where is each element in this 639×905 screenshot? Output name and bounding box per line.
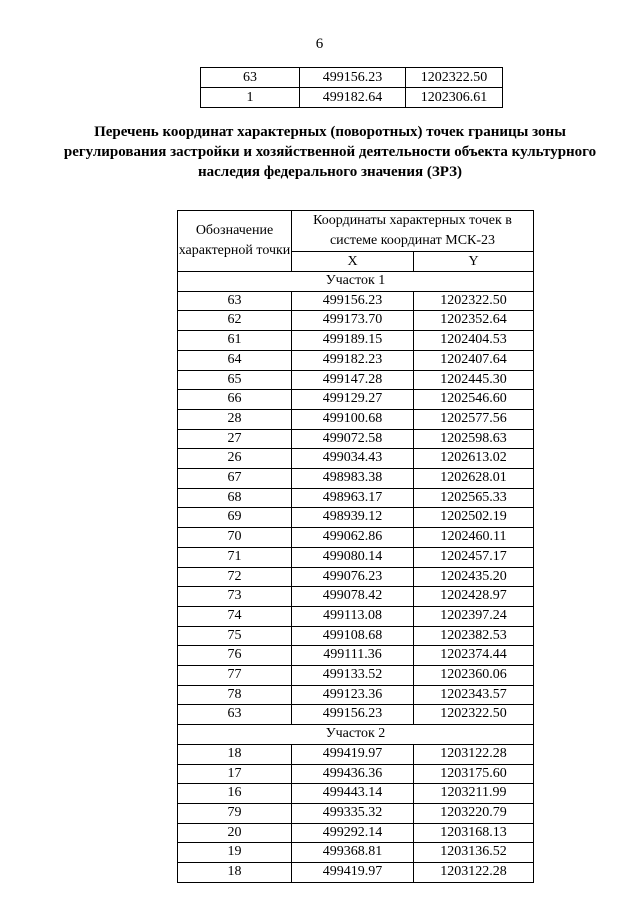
point-cell: 1 <box>201 88 300 108</box>
section-row <box>178 725 534 745</box>
table-row <box>178 370 534 390</box>
y-cell: 1202445.30 <box>414 370 534 390</box>
table-row <box>178 843 534 863</box>
point-cell: 18 <box>178 863 292 883</box>
y-cell: 1202502.19 <box>414 508 534 528</box>
x-cell: 499419.97 <box>292 744 414 764</box>
page-number: 6 <box>315 36 324 52</box>
point-cell: 72 <box>178 567 292 587</box>
point-cell: 65 <box>178 370 292 390</box>
x-cell: 499156.23 <box>292 291 414 311</box>
x-cell: 499419.97 <box>292 863 414 883</box>
table-row <box>178 409 534 429</box>
point-cell: 74 <box>178 606 292 626</box>
point-cell: 64 <box>178 350 292 370</box>
point-cell: 26 <box>178 449 292 469</box>
y-cell: 1202322.50 <box>414 291 534 311</box>
y-cell: 1202598.63 <box>414 429 534 449</box>
y-cell: 1203211.99 <box>414 784 534 804</box>
y-cell: 1202460.11 <box>414 528 534 548</box>
point-cell: 78 <box>178 685 292 705</box>
y-cell: 1203122.28 <box>414 863 534 883</box>
point-cell: 28 <box>178 409 292 429</box>
point-cell: 18 <box>178 744 292 764</box>
point-cell: 68 <box>178 488 292 508</box>
y-cell: 1202374.44 <box>414 646 534 666</box>
y-cell: 1203136.52 <box>414 843 534 863</box>
x-cell: 499080.14 <box>292 547 414 567</box>
point-cell: 20 <box>178 823 292 843</box>
y-cell: 1202457.17 <box>414 547 534 567</box>
table-row <box>201 68 503 88</box>
table-row <box>178 508 534 528</box>
x-cell: 499034.43 <box>292 449 414 469</box>
x-cell: 499182.23 <box>292 350 414 370</box>
x-cell: 499072.58 <box>292 429 414 449</box>
y-cell: 1202322.50 <box>406 68 503 88</box>
x-cell: 499182.64 <box>300 88 406 108</box>
y-cell: 1203220.79 <box>414 803 534 823</box>
y-cell: 1203175.60 <box>414 764 534 784</box>
table-row <box>178 587 534 607</box>
table-row <box>178 390 534 410</box>
header-x: X <box>292 252 414 272</box>
y-cell: 1202382.53 <box>414 626 534 646</box>
table-row <box>178 350 534 370</box>
y-cell: 1202407.64 <box>414 350 534 370</box>
x-cell: 499111.36 <box>292 646 414 666</box>
y-cell: 1202360.06 <box>414 666 534 686</box>
x-cell: 499189.15 <box>292 331 414 351</box>
x-cell: 499108.68 <box>292 626 414 646</box>
y-cell: 1202428.97 <box>414 587 534 607</box>
y-cell: 1203122.28 <box>414 744 534 764</box>
x-cell: 499292.14 <box>292 823 414 843</box>
point-cell: 73 <box>178 587 292 607</box>
table-row <box>178 626 534 646</box>
point-cell: 76 <box>178 646 292 666</box>
section-title: Участок 1 <box>178 272 534 292</box>
table-row <box>178 863 534 883</box>
point-cell: 77 <box>178 666 292 686</box>
table-row <box>178 606 534 626</box>
table-row <box>178 547 534 567</box>
table-row <box>178 784 534 804</box>
point-cell: 62 <box>178 311 292 331</box>
x-cell: 499147.28 <box>292 370 414 390</box>
y-cell: 1202404.53 <box>414 331 534 351</box>
point-cell: 27 <box>178 429 292 449</box>
x-cell: 498939.12 <box>292 508 414 528</box>
y-cell: 1202306.61 <box>406 88 503 108</box>
table-row <box>178 823 534 843</box>
y-cell: 1202352.64 <box>414 311 534 331</box>
y-cell: 1202628.01 <box>414 469 534 489</box>
point-cell: 69 <box>178 508 292 528</box>
point-cell: 61 <box>178 331 292 351</box>
x-cell: 499368.81 <box>292 843 414 863</box>
table-row <box>178 705 534 725</box>
document-title: Перечень координат характерных (поворотных) точек границы зоны регулирования застройки и хозяйственной деятельности объекта культурного наследия федерального значения (ЗРЗ) <box>63 124 597 180</box>
coordinates-table <box>177 210 534 883</box>
x-cell: 499173.70 <box>292 311 414 331</box>
x-cell: 499078.42 <box>292 587 414 607</box>
point-cell: 66 <box>178 390 292 410</box>
header-point-designation: Обозначение характерной точки <box>178 211 292 272</box>
x-cell: 499123.36 <box>292 685 414 705</box>
point-cell: 63 <box>201 68 300 88</box>
continuation-table <box>200 67 503 108</box>
point-cell: 63 <box>178 291 292 311</box>
x-cell: 499335.32 <box>292 803 414 823</box>
point-cell: 16 <box>178 784 292 804</box>
y-cell: 1202565.33 <box>414 488 534 508</box>
x-cell: 499156.23 <box>292 705 414 725</box>
y-cell: 1202613.02 <box>414 449 534 469</box>
table-row <box>178 646 534 666</box>
point-cell: 19 <box>178 843 292 863</box>
table-row <box>178 685 534 705</box>
point-cell: 75 <box>178 626 292 646</box>
point-cell: 67 <box>178 469 292 489</box>
table-row <box>178 291 534 311</box>
section-title: Участок 2 <box>178 725 534 745</box>
y-cell: 1202397.24 <box>414 606 534 626</box>
table-row <box>178 764 534 784</box>
y-cell: 1202577.56 <box>414 409 534 429</box>
x-cell: 499133.52 <box>292 666 414 686</box>
table-row <box>178 666 534 686</box>
table-row <box>178 744 534 764</box>
x-cell: 499129.27 <box>292 390 414 410</box>
y-cell: 1202343.57 <box>414 685 534 705</box>
table-row <box>178 528 534 548</box>
x-cell: 499100.68 <box>292 409 414 429</box>
point-cell: 71 <box>178 547 292 567</box>
table-row <box>178 469 534 489</box>
table-row <box>178 488 534 508</box>
table-row <box>178 429 534 449</box>
table-row <box>178 567 534 587</box>
point-cell: 70 <box>178 528 292 548</box>
y-cell: 1202435.20 <box>414 567 534 587</box>
section-row <box>178 272 534 292</box>
header-y: Y <box>414 252 534 272</box>
table-row <box>178 311 534 331</box>
x-cell: 499436.36 <box>292 764 414 784</box>
x-cell: 499113.08 <box>292 606 414 626</box>
table-row <box>201 88 503 108</box>
x-cell: 498963.17 <box>292 488 414 508</box>
table-row <box>178 331 534 351</box>
point-cell: 17 <box>178 764 292 784</box>
point-cell: 63 <box>178 705 292 725</box>
x-cell: 499076.23 <box>292 567 414 587</box>
y-cell: 1202546.60 <box>414 390 534 410</box>
point-cell: 79 <box>178 803 292 823</box>
y-cell: 1202322.50 <box>414 705 534 725</box>
x-cell: 498983.38 <box>292 469 414 489</box>
header-coordinates: Координаты характерных точек в системе координат МСК-23 <box>292 211 534 252</box>
x-cell: 499443.14 <box>292 784 414 804</box>
table-row <box>178 803 534 823</box>
table-row <box>178 449 534 469</box>
x-cell: 499062.86 <box>292 528 414 548</box>
x-cell: 499156.23 <box>300 68 406 88</box>
y-cell: 1203168.13 <box>414 823 534 843</box>
